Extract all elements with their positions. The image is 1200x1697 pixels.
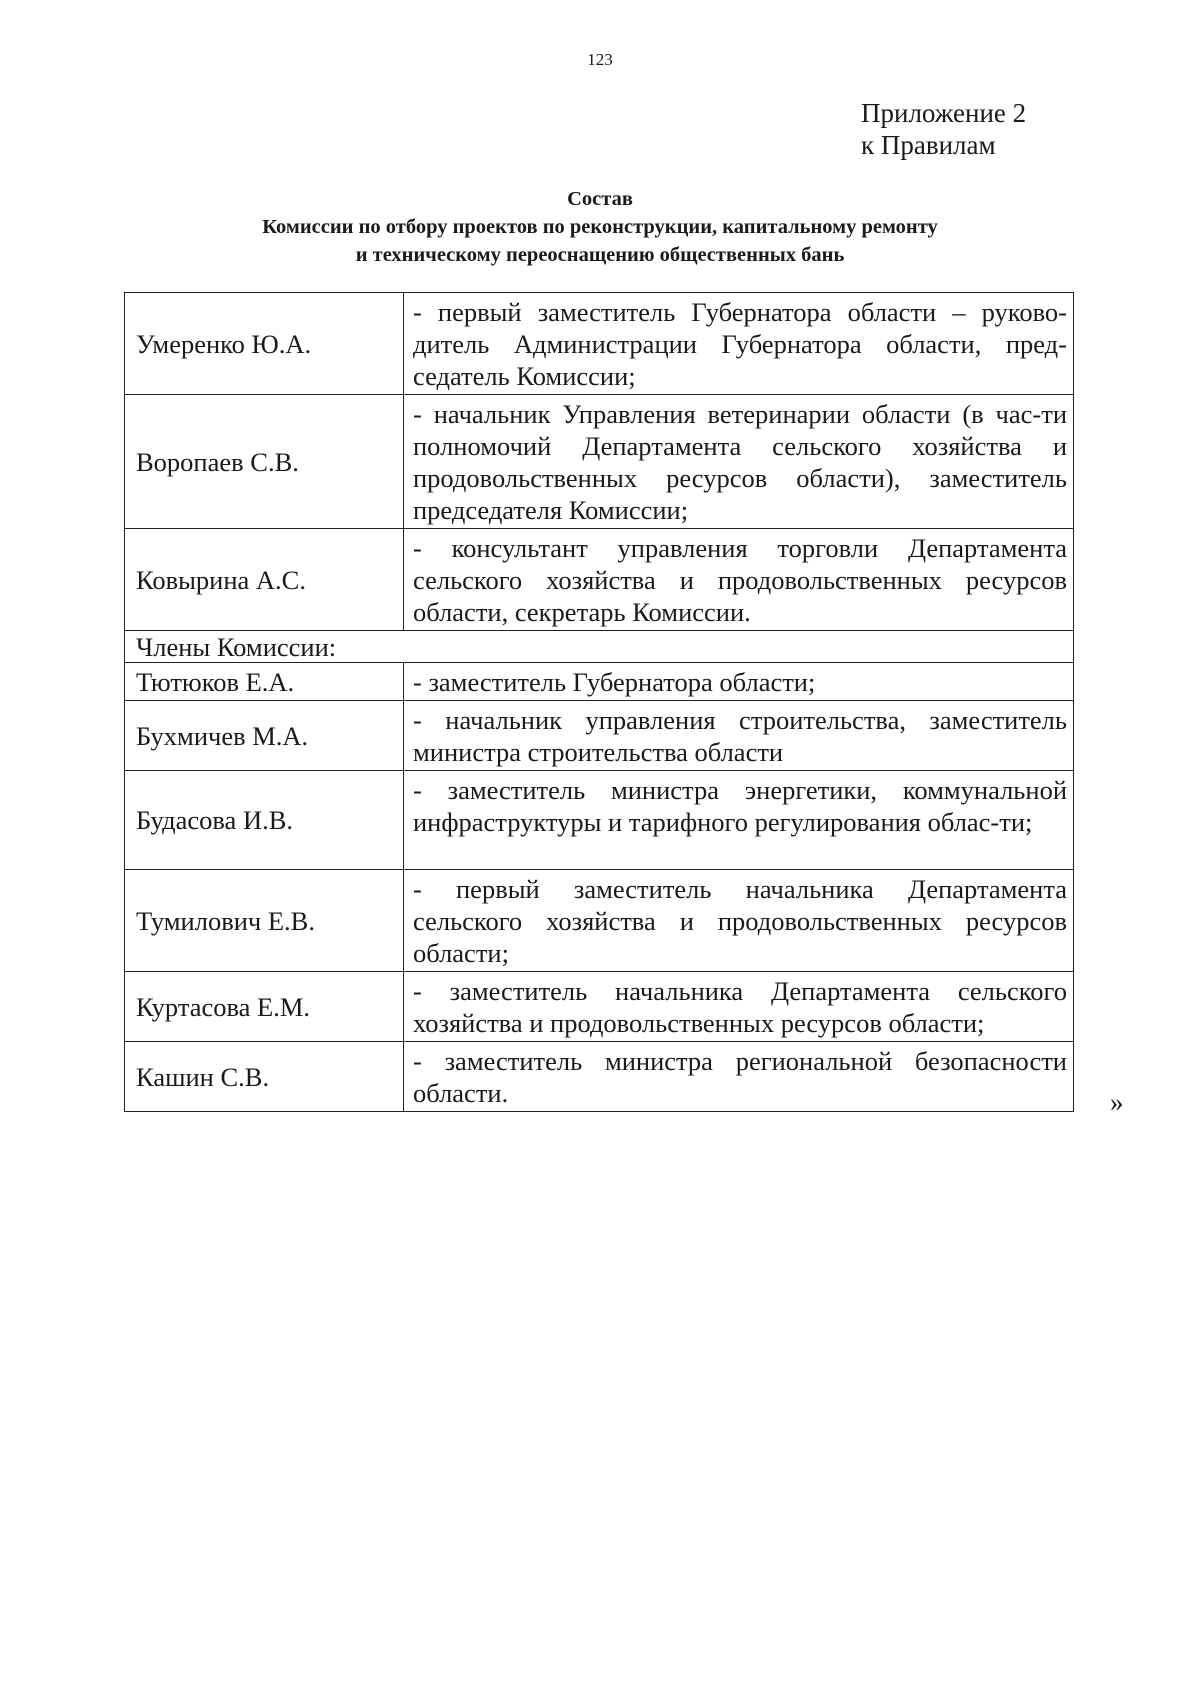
title-line-1: Состав bbox=[567, 188, 633, 210]
member-name: Бухмичев М.А. bbox=[125, 701, 404, 771]
member-name: Тютюков Е.А. bbox=[125, 663, 404, 701]
member-role: - консультант управления торговли Департамента сельского хозяйства и продовольственных ресурсов области, секретарь Комиссии. bbox=[404, 529, 1074, 631]
table-row bbox=[125, 870, 1074, 972]
member-role: - заместитель министра энергетики, коммунальной инфраструктуры и тарифного регулирования облас-ти; bbox=[404, 771, 1074, 870]
member-role: - начальник управления строительства, заместитель министра строительства области bbox=[404, 701, 1074, 771]
member-name: Будасова И.В. bbox=[125, 771, 404, 870]
table-row bbox=[125, 663, 1074, 701]
member-role: - первый заместитель начальника Департамента сельского хозяйства и продовольственных ресурсов области; bbox=[404, 870, 1074, 972]
commission-members-table bbox=[124, 292, 1074, 1112]
member-name: Кашин С.В. bbox=[125, 1042, 404, 1112]
member-role: - заместитель начальника Департамента сельского хозяйства и продовольственных ресурсов области; bbox=[404, 972, 1074, 1042]
member-name: Ковырина А.С. bbox=[125, 529, 404, 631]
appendix-line-1: Приложение 2 bbox=[861, 98, 1027, 128]
member-role: - заместитель министра региональной безопасности области. bbox=[404, 1042, 1074, 1112]
table-row bbox=[125, 771, 1074, 870]
member-role: - первый заместитель Губернатора области – руково-дитель Администрации Губернатора области, пред-седатель Комиссии; bbox=[404, 293, 1074, 395]
member-name: Умеренко Ю.А. bbox=[125, 293, 404, 395]
page-number: 123 bbox=[587, 50, 613, 69]
member-role: - начальник Управления ветеринарии области (в час-ти полномочий Департамента сельского хозяйства и продовольственных ресурсов области), заместитель председателя Комиссии; bbox=[404, 395, 1074, 529]
table-row bbox=[125, 972, 1074, 1042]
member-name: Тумилович Е.В. bbox=[125, 870, 404, 972]
title-line-3: и техническому переоснащению общественных бань bbox=[355, 244, 845, 266]
member-name: Куртасова Е.М. bbox=[125, 972, 404, 1042]
member-name: Воропаев С.В. bbox=[125, 395, 404, 529]
document-title bbox=[100, 185, 1100, 269]
appendix-line-2: к Правилам bbox=[861, 130, 996, 160]
table-section-row bbox=[125, 631, 1074, 663]
table-row bbox=[125, 701, 1074, 771]
table-row bbox=[125, 293, 1074, 395]
member-role: - заместитель Губернатора области; bbox=[404, 663, 1074, 701]
table-row bbox=[125, 1042, 1074, 1112]
table-row bbox=[125, 395, 1074, 529]
members-heading: Члены Комиссии: bbox=[125, 631, 1074, 663]
closing-quote-mark: » bbox=[1110, 1087, 1124, 1117]
appendix-note bbox=[861, 97, 1026, 161]
table-row bbox=[125, 529, 1074, 631]
title-line-2: Комиссии по отбору проектов по реконструкции, капитальному ремонту bbox=[262, 216, 938, 238]
